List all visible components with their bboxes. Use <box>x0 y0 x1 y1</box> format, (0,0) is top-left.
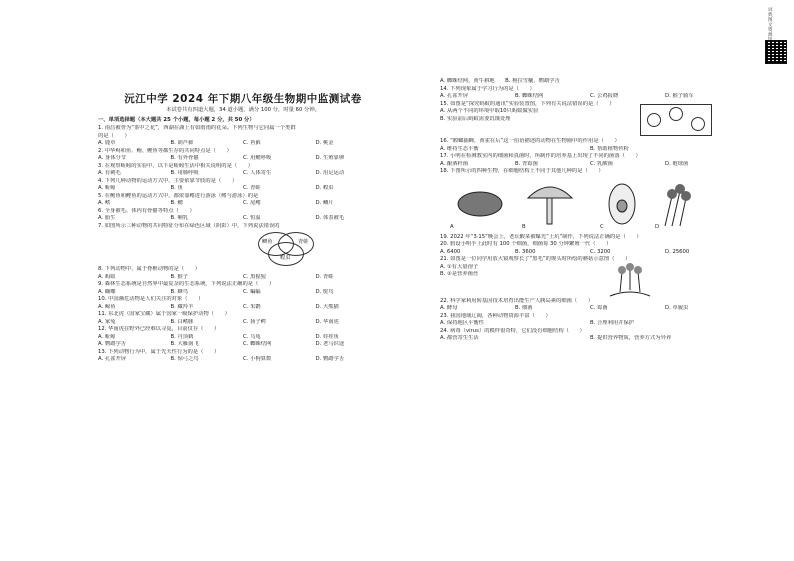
mold-spore-3 <box>681 191 691 201</box>
option[interactable]: D. 链球菌 <box>665 160 689 167</box>
ant-container-c <box>691 117 705 131</box>
question-17: 17. 小明在检测教室内的细菌和真菌时，所制作的培养基上出现了不同的菌落（ ） <box>440 153 641 159</box>
option[interactable]: A. 从两个不同的环境中取10只蚂蚁做实验 <box>440 108 539 114</box>
options-24 <box>440 335 740 343</box>
option[interactable]: B. 白鳍豚 <box>170 318 194 325</box>
option[interactable]: A. 鳍 <box>98 200 111 206</box>
option[interactable]: B. 帮助植物传粉 <box>590 145 629 152</box>
option[interactable]: D. 生殖靠卵 <box>315 155 345 161</box>
option[interactable]: C. 黑猩猩 <box>243 273 266 280</box>
options-6 <box>98 215 388 223</box>
option[interactable]: A. 6400 <box>440 248 461 255</box>
option[interactable]: C. 公鸡报晓 <box>590 93 619 99</box>
option[interactable]: B. 猴子 <box>170 273 189 280</box>
option[interactable]: B. 蜘蛛结网 <box>515 93 544 99</box>
options-8 <box>98 274 388 282</box>
options-16 <box>440 146 740 154</box>
question-15-body <box>440 108 740 138</box>
option[interactable]: B. 细菌 <box>515 305 533 311</box>
option[interactable]: A. 蚯蚓 <box>98 185 116 191</box>
option[interactable]: B. 青霉菌 <box>515 160 538 167</box>
options-13 <box>98 356 388 364</box>
option[interactable]: A. 维持生态平衡 <box>440 145 479 152</box>
option[interactable]: B. 提供营养物质，营养方式为异养 <box>590 335 672 341</box>
question-21-body <box>440 264 740 298</box>
option[interactable]: B. 有外骨骼 <box>170 155 199 161</box>
figure-label-d: D <box>655 223 660 230</box>
option[interactable]: A. 身体分节 <box>98 155 127 161</box>
option[interactable]: A. 鹦鹉学舌 <box>98 341 127 347</box>
question-2: 2. 中华鲟和鱼、鲍、鲤鱼等都生存的共同特点是（ ） <box>98 147 232 154</box>
exam-meta: 本试卷共有四道大题，34 道小题，满分 100 分，时量 60 分钟。 <box>166 107 320 113</box>
option[interactable]: D. 娃娃鱼 <box>315 333 339 340</box>
question-12: 12. 华南虎在野外已经难以寻觅，目前仅存（ ） <box>98 326 220 332</box>
option[interactable]: A. 酿酒杆菌 <box>440 160 469 167</box>
option[interactable]: A. 酵母 <box>440 305 458 311</box>
question-22: 22. 科学家利用转基因技术培育出能生产人胰岛素的细菌（ ） <box>440 297 594 304</box>
option[interactable]: B. 3600 <box>515 248 536 255</box>
venn-label-1: 鲫鱼 <box>262 239 273 245</box>
question-13: 13. 下列动物行为中，属于先天性行为的是（ ） <box>98 348 220 355</box>
question-13-options: A. 蜘蛛结网，黄牛耕地 B. 狗拉雪橇，鹦鹉学舌 <box>440 78 560 84</box>
options-12 <box>98 334 388 342</box>
options-3 <box>98 170 388 178</box>
question-14: 14. 下列现象属于学习行为的是（ ） <box>440 85 535 92</box>
question-21: 21. 如图是一位同学用放大镜观察长了“黑毛”的馒头时所绘的蘑菇示意图（ ） <box>440 256 631 262</box>
left-page <box>98 0 388 561</box>
question-1-cont: 的是（ ） <box>98 132 130 139</box>
options-4 <box>98 185 388 193</box>
option[interactable]: A. 家兔 <box>98 318 116 325</box>
option[interactable]: A. 鹿草 <box>98 140 116 146</box>
question-9: 9. 森林生态系统是自然界中最复杂的生态系统，下列说法正确的是（ ） <box>98 281 275 287</box>
option[interactable]: B. 实验前后蚂蚁需要饥饿处理 <box>440 115 511 122</box>
venn-area <box>98 230 388 266</box>
question-4: 4. 下列几种动物的运动方式中，主要依靠节肢的是（ ） <box>98 177 238 184</box>
question-15: 15. 如图是“探究蚂蚁的通讯”实验装置图，下列有关说法错误的是（ ） <box>440 100 615 107</box>
option[interactable]: D. 华南虎 <box>315 318 339 325</box>
option[interactable]: A. ①有大量孢子 <box>440 263 479 270</box>
option[interactable]: C. 苔藓 <box>243 140 261 146</box>
section-heading: 一、单项选择题（本大题共 25 个小题，每小题 2 分，共 50 分） <box>98 116 255 123</box>
option[interactable]: C. 用鳃呼吸 <box>243 155 272 161</box>
question-3: 3. 在观察蚯蚓的实验中，以下是蚯蚓生活中相关说明的是（ ） <box>98 162 254 169</box>
option[interactable]: A. 都营寄生生活 <box>440 335 479 341</box>
option[interactable]: B. 惊弓之鸟 <box>170 356 199 362</box>
figure-label-b: B <box>522 223 526 230</box>
organism-figures <box>440 176 740 234</box>
option[interactable]: B. 鱼 <box>170 185 183 191</box>
venn-label-2: 青蛙 <box>298 239 309 245</box>
option[interactable]: D. 青蛙 <box>315 273 334 280</box>
option[interactable]: A. 蚯蚓 <box>98 333 116 340</box>
options-10 <box>98 304 388 312</box>
option[interactable]: D. 老马识途 <box>315 341 345 347</box>
option[interactable]: D. 25600 <box>665 248 690 255</box>
mold-figure <box>600 262 660 298</box>
option[interactable]: D. 用足运动 <box>315 170 345 176</box>
question-7: 7. 如图所示三种动物的共同特征分布在绿色区域（阴影）中，下列说法错误的 <box>98 222 280 229</box>
question-5: 5. 在鲍鱼和鲤鱼的运动方式中，都依靠鳍进行游泳（鳍与游泳）的是 <box>98 192 259 199</box>
option[interactable]: B. 丹顶鹤 <box>170 333 194 340</box>
option[interactable]: A. 有刺毛 <box>98 170 121 176</box>
option[interactable]: C. 霉菌 <box>590 305 608 311</box>
option[interactable]: C. 蝙蝠 <box>243 288 261 295</box>
option[interactable]: A. 鲸鱼 <box>98 303 116 310</box>
option[interactable]: A. 孔雀开屏 <box>440 93 469 99</box>
right-page <box>440 0 740 561</box>
option[interactable]: D. 蝗虫 <box>315 185 334 191</box>
option[interactable]: C. 人体寄生 <box>243 170 272 176</box>
option[interactable]: C. 朱鹮 <box>243 303 261 310</box>
options-9 <box>98 289 388 297</box>
option[interactable]: D. 鸵鸟 <box>315 288 334 295</box>
figure-label-a: A <box>450 223 454 230</box>
question-16: 16. “螳螂捕蝉，黄雀在后”这一俗语描述的动物在生物圈中的作用是（ ） <box>440 138 620 144</box>
option[interactable]: C. 扬子鳄 <box>243 318 266 325</box>
option[interactable]: D. 草履虫 <box>665 305 689 311</box>
question-8: 8. 下列动物中，属于脊椎动物的是（ ） <box>98 266 201 272</box>
bacteria-drawing <box>458 192 502 216</box>
option[interactable]: C. 乌龟 <box>243 333 261 340</box>
options-5 <box>98 200 388 208</box>
yeast-nucleus <box>617 200 627 212</box>
question-10: 10. 中国濒危动物是人们关注的对象（ ） <box>98 296 204 302</box>
option[interactable]: B. 大雁南飞 <box>170 341 199 347</box>
option[interactable]: D. 大熊猫 <box>315 303 339 310</box>
options-22 <box>440 305 740 313</box>
side-watermark-text: 词典图文资源 <box>768 8 773 38</box>
question-11: 11. 东北虎（国家宝藏）属于国家一级保护动物（ ） <box>98 311 230 317</box>
option[interactable]: A. 蚂蚁 <box>98 273 116 280</box>
organism-illustrations <box>440 176 740 234</box>
option[interactable]: B. 葫芦藓 <box>170 140 194 146</box>
question-1: 1. 南昌被誉为“茶中之花”，西湖在湖上有如雨雨的花朵。下列生物与它同属一个类群 <box>98 125 296 131</box>
question-19: 19. 2022 年“3·15”晚会上，老坛酸菜被曝光“土坑”制作，下列说法正确的是（ ） <box>440 233 642 240</box>
option[interactable]: B. 鳃 <box>170 200 183 206</box>
options-2 <box>98 155 388 163</box>
option[interactable]: B. 藏羚羊 <box>170 303 194 310</box>
option[interactable]: C. 蜘蛛结网 <box>243 341 272 347</box>
ant-experiment-figure <box>640 104 712 136</box>
options-20 <box>440 249 740 257</box>
mushroom-cap <box>528 187 572 198</box>
option[interactable]: A. 孔雀开屏 <box>98 356 127 362</box>
option[interactable]: B. 用肺呼吸 <box>170 170 199 176</box>
question-23: 23. 我国地域辽阔，各种动物资源丰富（ ） <box>440 312 551 319</box>
options-17 <box>440 161 740 169</box>
option[interactable]: B. 蜂鸟 <box>170 288 189 295</box>
mushroom-stalk <box>547 198 552 224</box>
option[interactable]: C. 3200 <box>590 248 611 255</box>
option[interactable]: B. 合理利用并保护 <box>590 320 635 326</box>
question-18: 18. 下图所示的四种生物，在细胞结构上不同于其他几种的是（ ） <box>440 168 604 174</box>
figure-label-c: C <box>600 223 604 230</box>
ant-container-b <box>669 107 683 121</box>
option[interactable]: C. 尾鳍 <box>243 200 261 206</box>
qr-code[interactable] <box>765 40 787 64</box>
option[interactable]: D. 鹦鹉学舌 <box>315 356 345 362</box>
option[interactable]: A. 蝴蝶 <box>98 288 116 295</box>
option[interactable]: C. 青蛙 <box>243 185 261 191</box>
option[interactable]: A. 胎生 <box>98 215 116 221</box>
options-12b <box>98 341 388 349</box>
options-14 <box>440 93 740 101</box>
options-23 <box>440 320 740 328</box>
question-20: 20. 假设小明手上此时有 100 个细菌，细菌每 30 分钟繁殖一代（ ） <box>440 241 612 247</box>
option[interactable]: D. 猴子骑车 <box>665 93 694 99</box>
option[interactable]: B. ②是营养菌丝 <box>440 271 479 277</box>
ant-container-a <box>647 113 661 127</box>
options-1 <box>98 140 388 148</box>
option[interactable]: C. 乳酸菌 <box>590 160 613 167</box>
option[interactable]: D. 体表被毛 <box>315 215 345 221</box>
options-11 <box>98 319 388 327</box>
option[interactable]: D. 桃金 <box>315 140 334 146</box>
option[interactable]: D. 鳞片 <box>315 200 334 206</box>
option[interactable]: C. 小狗算数 <box>243 356 272 362</box>
venn-label-3: 蝗虫 <box>280 255 291 261</box>
option[interactable]: A. 保持地区平衡性 <box>440 320 484 326</box>
option[interactable]: B. 哺乳 <box>170 215 189 221</box>
option[interactable]: C. 恒温 <box>243 215 261 221</box>
exam-title: 沅江中学 2024 年下期八年级生物期中监测试卷 <box>124 93 362 105</box>
question-6: 6. 全身被毛、体内有骨骼等特点（ ） <box>98 207 195 214</box>
question-24: 24. 病毒（virus）的模样很奇特，它们没有细胞结构（ ） <box>440 327 585 334</box>
